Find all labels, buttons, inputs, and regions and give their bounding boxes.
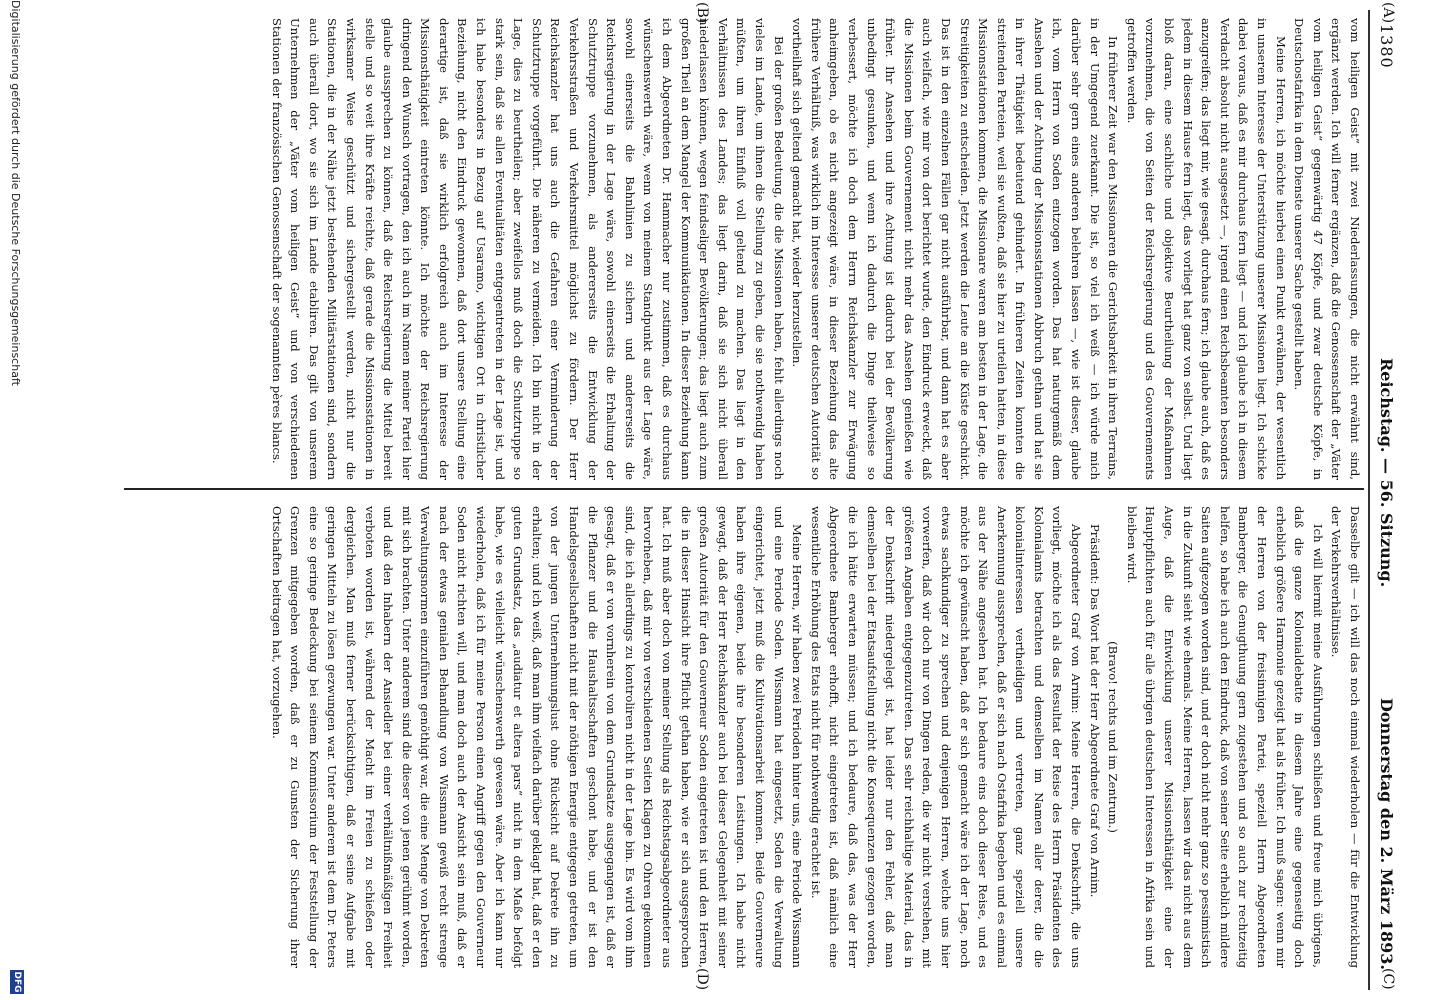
margin-mark-c: (C)	[1380, 968, 1396, 990]
speaker-paragraph: Abgeordneter Graf von Arnim: Meine Herren, die Denkschrift, die uns vorliegt, möchte ich als das Resultat der Reise des Herrn Präsidenten des Kolonialamts betrachten und demselben im Namen aller derer, die die kolonialinteressen vertheidigen und vertreten, ganz speziell unsere Anerkennung aussprechen, daß er sich nach Ostafrika begeben und es einmal aus der Nähe angesehen hat. Ich bedaure eins doch dieser Reise, und es möchte ich gewünscht haben, daß er sich gemacht wäre ich der Lage, noch etwas sachkundiger zu sprechen und denjenigen Herren, welche uns hier vorwerfen, daß wir doch nur von Dingen reden, die wir nicht verstehen, mit größeren Angaben entgegenzutreten. Das sehr reichhaltige Material, das in der Denkschrift niedergelegt ist, hat leider nur den Fehler, daß man demselben bei der Etatsaufstellung nicht die Konsequenzen gezogen worden, die ich hätte erwarten müssen; und ich bedaure, daß das, was der Herr Abgeordnete Bamberger erhofft, nicht eingetreten ist, daß nämlich eine wesentliche Erhöhung des Etats nicht für nothwendig erachtet ist.	[808, 506, 1084, 968]
digitization-credit	[4, 0, 24, 1000]
paragraph: Ich will hiermit meine Ausführungen schließen und freue mich übrigens, daß die ganze Kolonialdebatte in diesem Jahre eine gegenseitig doch erheblich größere Harmonie gezeigt hat als früher. Ich muß sagen: wenn mir der Herren von der freisinnigen Partei, speziell Herrn Abgeordneten Bamberger, die Genugthuung gern zugestehen und so auch zur rechtzeitig helfen, so habe ich auch den Eindruck, daß von seiner Seite erheblich mildere Saiten aufgezogen worden sind, und er doch nicht mehr ganz so pessimistisch in die Zukunft sieht wie ehemals. Meine Herren, lassen wir das nicht aus dem Auge, daß die Entwicklung unserer Missionsthätigkeit eine der Hauptpflichten auch für alle übrigen deutschen Interessen in Afrika sein und bleiben wird.	[1124, 506, 1325, 968]
page-header	[1368, 8, 1402, 980]
speaker-paragraph: Präsident: Das Wort hat der Herr Abgeordnete Graf von Arnim.	[1087, 524, 1102, 898]
dfg-logo: DFG	[12, 971, 22, 993]
paragraph: Bei der großen Bedeutung, die die Missionen haben, fehlt allerdings noch vieles im Lande, um ihnen die Stellung zu geben, die sie nothwendig haben müßten, um ihren Einfluß voll geltend zu machen. Das liegt in den Verhältnissen des Landes; das liegt darin, daß sie sich nicht überall niederlassen können, wegen feindseliger Bevölkerungen; das liegt auch zum großen Theil an dem Mangel der Kommunikationen. In dieser Beziehung kann ich dem Abgeordneten Dr. Hammacher nur zustimmen, daß es durchaus wünschenswerth wäre, wenn von meinem Standpunkt aus der Lage wäre, sowohl einerseits die Bahnlinien zu sichern und andererseits die Reichsregierung in der Lage wäre, sowohl einerseits die Erhaltung der Schutztruppe vorzunehmen, als andererseits die Entwicklung der Verkehrsstraßen und Verkehrsmittel möglichst zu fördern. Der Herr Reichskanzler hat uns auch die Gefahren einer Verminderung der Schutztruppe vorgeführt. Die näheren zu vermeiden. Ich bin nicht in der Lage, dies zu beurtheilen; aber zweifellos muß doch die Schutztruppe so stark sein, daß sie allen Eventualitäten entgegentreten in der Lage ist, und ich habe besonders in Bezug auf Usaramo, wichtigen Ort in christlicher Beziehung, nicht den Eindruck gewonnen, daß dort unsere Stellung eine derartige ist, daß sie wirklich erfolgreich auch im Interesse der Missionsthätigkeit eintreten könnte. Ich möchte der Reichsregierung dringend den Wunsch vortragen, den ich auch im Namen meiner Partei hier glaube aussprechen zu können, daß die Reichsregierung die Mittel bereit stelle und so weit ihre Kräfte reichte, daß gerade die Missionsstationen in wirksamer Weise geschützt und sichergestellt werden, nicht nur die Stationen, die in der Nähe jetzt bestehenden Militärstationen sind, sondern auch überall dort, wo sie sich im Lande etabliren. Das gilt von unserem Unternehmen der „Väter vom heiligen Geist“ und von verschiedenen Stationen der französischen Genossenschaft der sogenannten pères blancs.	[269, 18, 786, 480]
paragraph: Dasselbe gilt — ich will das noch einmal wiederholen — für die Entwicklung der Verkehrsverhältnisse.	[1329, 506, 1362, 968]
right-column	[84, 506, 1364, 968]
column-divider	[124, 488, 1364, 490]
left-column	[84, 18, 1364, 480]
credit-text: Digitalisierung gefördert durch die Deutsche Forschungsgemeinschaft	[9, 0, 22, 386]
applause-note: (Bravo! rechts und im Zentrum.)	[1106, 641, 1121, 833]
paragraph: Meine Herren, wir haben zwei Perioden hinter uns, eine Periode Wissmann und eine Periode Soden. Wissmann hat eingesetzt, Soden die Verwaltung eingerichtet, jetzt muß die Kultivationsarbeit kommen. Beide Gouverneure haben ihre eigenen, beide ihre besonderen Leistungen. Ich habe nicht gewagt, daß der Herr Reichskanzler auch bei dieser Gelegenheit mit seiner großen Autorität für den Gouverneur Soden eingetreten ist und den Herren, die in dieser Hinsicht ihre Pflicht gethan haben, wie er sich ausgesprochen hat. Ich muß aber doch von meiner Stellung als Reichstagsabgeordneter aus hervorheben, daß mir von verschiedenen Seiten Klagen zu Ohren gekommen sind, die ich allerdings zu kontroliren nicht in der Lage bin. Es wird vom ihm gesagt, daß er von vornherein von dem Grundsatze ausgegangen ist, daß er die Pflanzer und die Haushaltsschaften geschont habe, und er ist den Handelsgesellschaften nicht mit der nöthigen Energie entgegen getreten, um von der jungen Unternehmungslust ohne Rücksicht auf Dekrete ihn zu erhalten; und ich weiß, daß man ihm vielfach darüber geklagt hat, daß er den guten Grundsatz, das „audiatur et altera pars“ nicht in dem Maße befolgt habe, wie es vielleicht wünschenswerth gewesen wäre. Aber ich kann nur wiederholen, daß ich für meine Person einen Angriff gegen den Gouverneur Soden nicht richten will, und man doch auch der Ansicht sein muß, daß er nach der etwas genialen Behandlung von Wissmann gewiß recht strenge Verwaltungsnormen einzuführen genöthigt war, die eine Menge von Dekreten mit sich brachten. Unter anderem sind die dieser von jenen gerühmt worden, und daß den Inhabern der Ansiedler bei einer verhältnißmäßigen Freiheit verboten worden ist, während der Macht im Freien zu schießen oder dergleichen. Man muß ferner berücksichtigen, daß er seine Aufgabe mit geringen Mitteln zu lösen gezwungen war. Unter anderem ist dem Dr. Peters eine so geringe Bedeckung bei seinem Kommissorium der Feststellung der Grenzen mitgegeben worden, daß er zu Gunsten der Sicherung ihrer Ortschaften beitragen hat, vorzugehen.	[269, 506, 805, 968]
header-divider	[1369, 10, 1371, 990]
paragraph: In früherer Zeit war den Missionaren die Gerichtsbarkeit in ihren Terrains, in der Umgegend zuerkannt. Die ist, so viel ich weiß — ich würde mich darüber sehr gern eines anderen belehren lassen —, wie ist dieser, glaube ich, vom Herrn von Soden entzogen worden. Das hat naturgemäß dem Ansehen und der Achtung der Missionsstationen Abbruch gethan und hat sie in ihrer Thätigkeit bedeutend gehindert. In früheren Zeiten konnten die streitenden Parteien, weil sie wußten, daß sie hier zu urteilen hatten, in diese Missionsstationen kommen, die Missionare waren am besten in der Lage, die Streitigkeiten zu entscheiden. Jetzt werden die Leute an die Küste geschickt. Das ist in den einzelnen Fällen gar nicht ausführbar, und dann hat es aber auch vielfach, wie mir von dort berichtet wurde, den Eindruck erweckt, daß die Missionen beim Gouvernement nicht mehr das Ansehen genießen wie früher. Ihr Ansehen und ihre Achtung ist dadurch bei der Bevölkerung unbedingt gesunken, und wenn ich dadurch die Dinge theilweise so verbessert, möchte ich doch dem Herrn Reichskanzler zur Erwägung anheimgeben, ob es nicht angezeigt wäre, in dieser Beziehung das alte frühere Verhältniß, was wirklich im Interesse unserer deutschen Autorität so vortheilhaft sich geltend gemacht hat, wieder herzustellen.	[790, 18, 1121, 480]
margin-mark-b: (B)	[694, 2, 710, 24]
page-number: 1380	[1377, 24, 1396, 69]
margin-mark-a: (A)	[1380, 2, 1396, 24]
session-date: Donnerstag den 2. März 1893.	[1377, 697, 1396, 970]
paragraph: Meine Herren, ich möchte hierbei einen Punkt erwähnen, der wesentlich in unserem Interesse der Unterstützung unserer Missionen liegt. Ich schicke dabei voraus, daß es mir durchaus fern liegt — und ich glaube ich in diesem Verdacht absolut nicht ausgesetzt —, irgend einen Reichsbeamten besonders anzugreifen; das liegt mir, wie gesagt, durchaus fern; ich glaube auch, daß es jedem in diesem Hause fern liegt, das vorliegt hat ganz von selbst. Und liegt bloß daran, eine sachliche und objektive Beurtheilung der Maßnahmen vorzunehmen, die von Seiten der Reichsregierung und des Gouvernements getroffen werden.	[1124, 18, 1288, 480]
paragraph: vom heiligen Geist“ mit zwei Niederlassungen, die nicht erwähnt sind, ergänzt werden. Ich will ferner ergänzen, daß die Genossenschaft der „Väter vom heiligen Geist“ gegenwärtig 47 Köpfe, und zwar deutsche Köpfe, in Deutschostafrika in dem Dienste unserer Sache gestellt haben.	[1292, 18, 1362, 480]
page-title: Reichstag. — 56. Sitzung.	[1377, 358, 1396, 588]
margin-mark-d: (D)	[694, 968, 710, 991]
